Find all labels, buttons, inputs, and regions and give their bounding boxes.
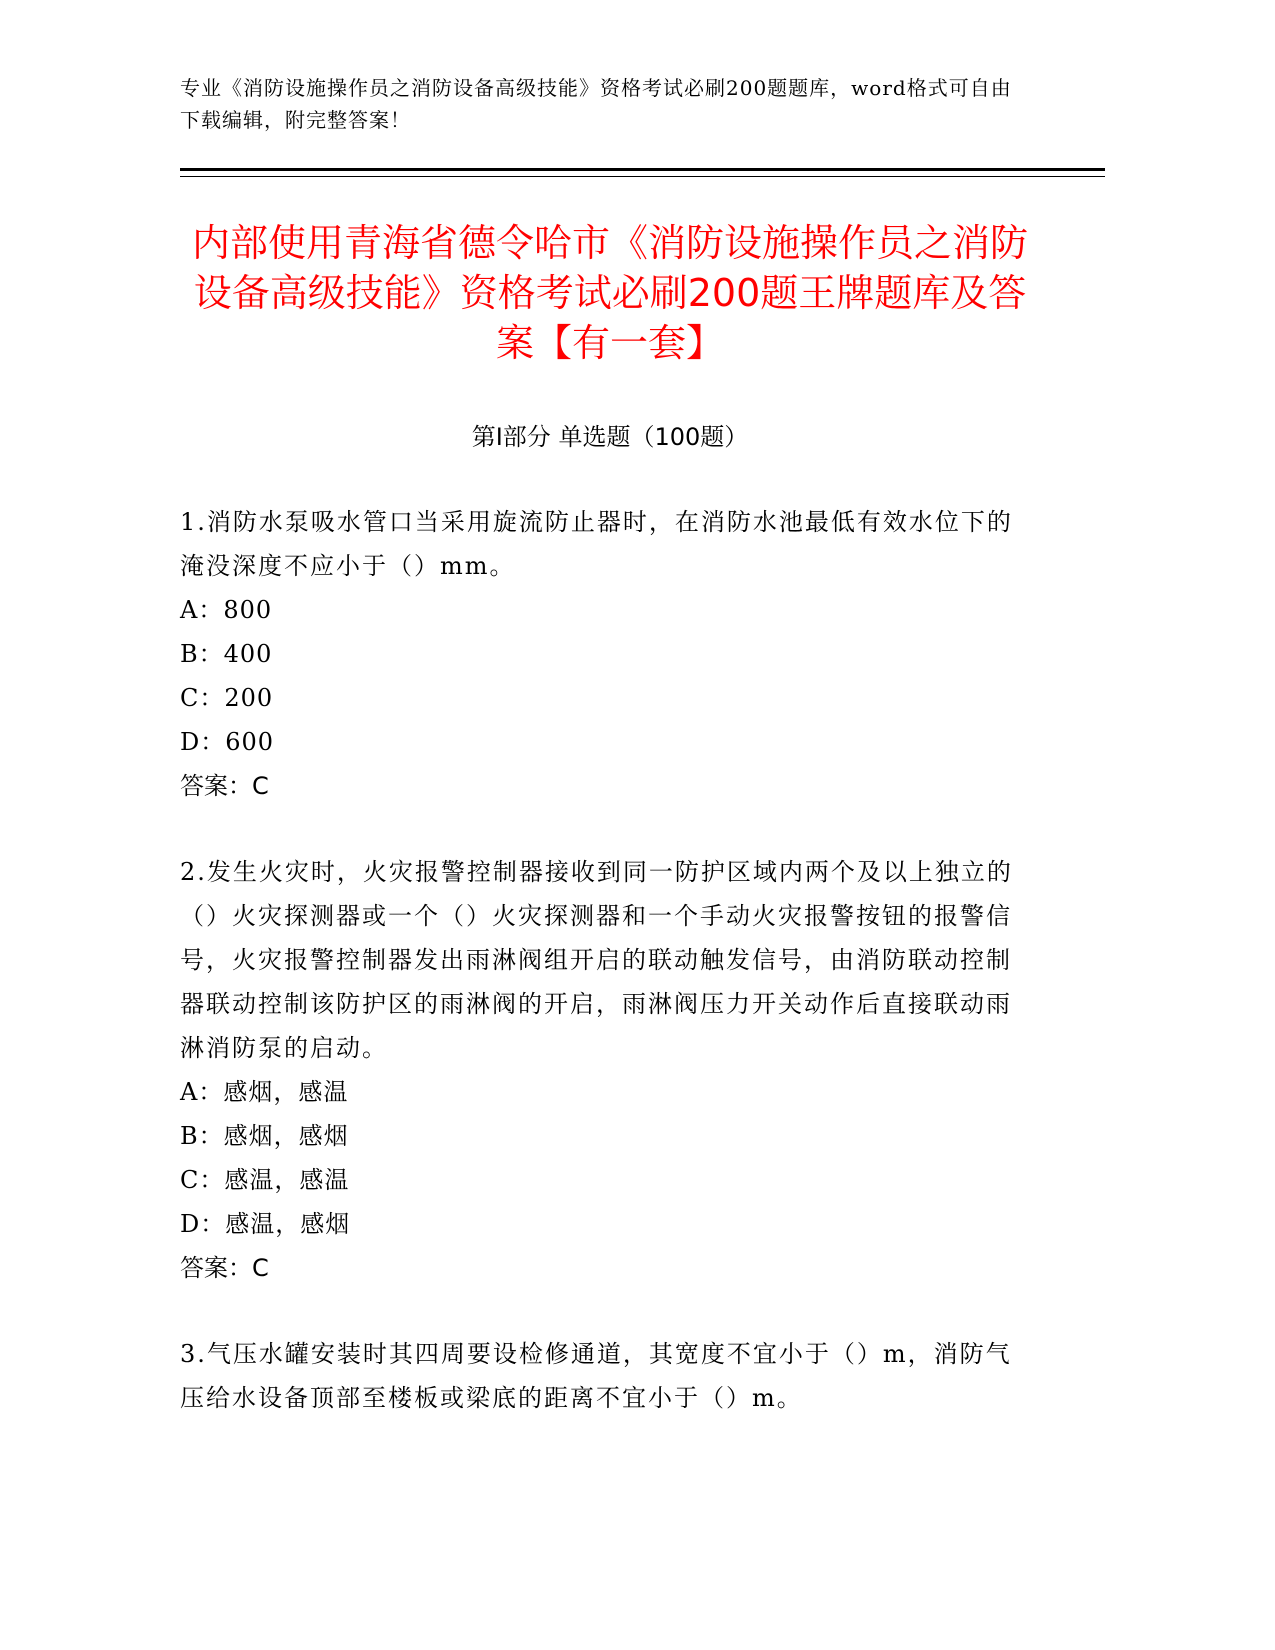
option-b: B：400 [180, 640, 273, 668]
option-b: B：感烟，感烟 [180, 1122, 349, 1150]
question-3 [180, 1332, 1030, 1420]
section-title: 第Ⅰ部分 单选题（100题） [471, 423, 749, 451]
header-note: 专业《消防设施操作员之消防设备高级技能》资格考试必刷200题题库，word格式可自由下载编辑，附完整答案！ [180, 76, 1012, 132]
answer: 答案：C [180, 1254, 269, 1282]
header-rule-thick [180, 168, 1105, 171]
document-title: 内部使用青海省德令哈市《消防设施操作员之消防设备高级技能》资格考试必刷200题王牌题库及答案【有一套】 [191, 221, 1028, 365]
question-2 [180, 850, 1030, 1290]
option-d: D：感温，感烟 [180, 1210, 351, 1238]
answer: 答案：C [180, 772, 269, 800]
option-c: C：感温，感温 [180, 1166, 350, 1194]
question-text: 1.消防水泵吸水管口当采用旋流防止器时，在消防水池最低有效水位下的淹没深度不应小于（）mm。 [180, 508, 1013, 580]
question-list [180, 500, 1030, 1462]
question-text: 3.气压水罐安装时其四周要设检修通道，其宽度不宜小于（）m，消防气压给水设备顶部至楼板或梁底的距离不宜小于（）m。 [180, 1340, 1012, 1412]
option-d: D：600 [180, 728, 275, 756]
option-a: A：800 [180, 596, 273, 624]
option-c: C：200 [180, 684, 274, 712]
question-1 [180, 500, 1030, 808]
header-rule-thin [180, 176, 1105, 177]
option-a: A：感烟，感温 [180, 1078, 349, 1106]
question-text: 2.发生火灾时，火灾报警控制器接收到同一防护区域内两个及以上独立的（）火灾探测器或一个（）火灾探测器和一个手动火灾报警按钮的报警信号，火灾报警控制器发出雨淋阀组开启的联动触发信号，由消防联动控制器联动控制该防护区的雨淋阀的开启，雨淋阀压力开关动作后直接联动雨淋消防泵的启动。 [180, 858, 1013, 1062]
